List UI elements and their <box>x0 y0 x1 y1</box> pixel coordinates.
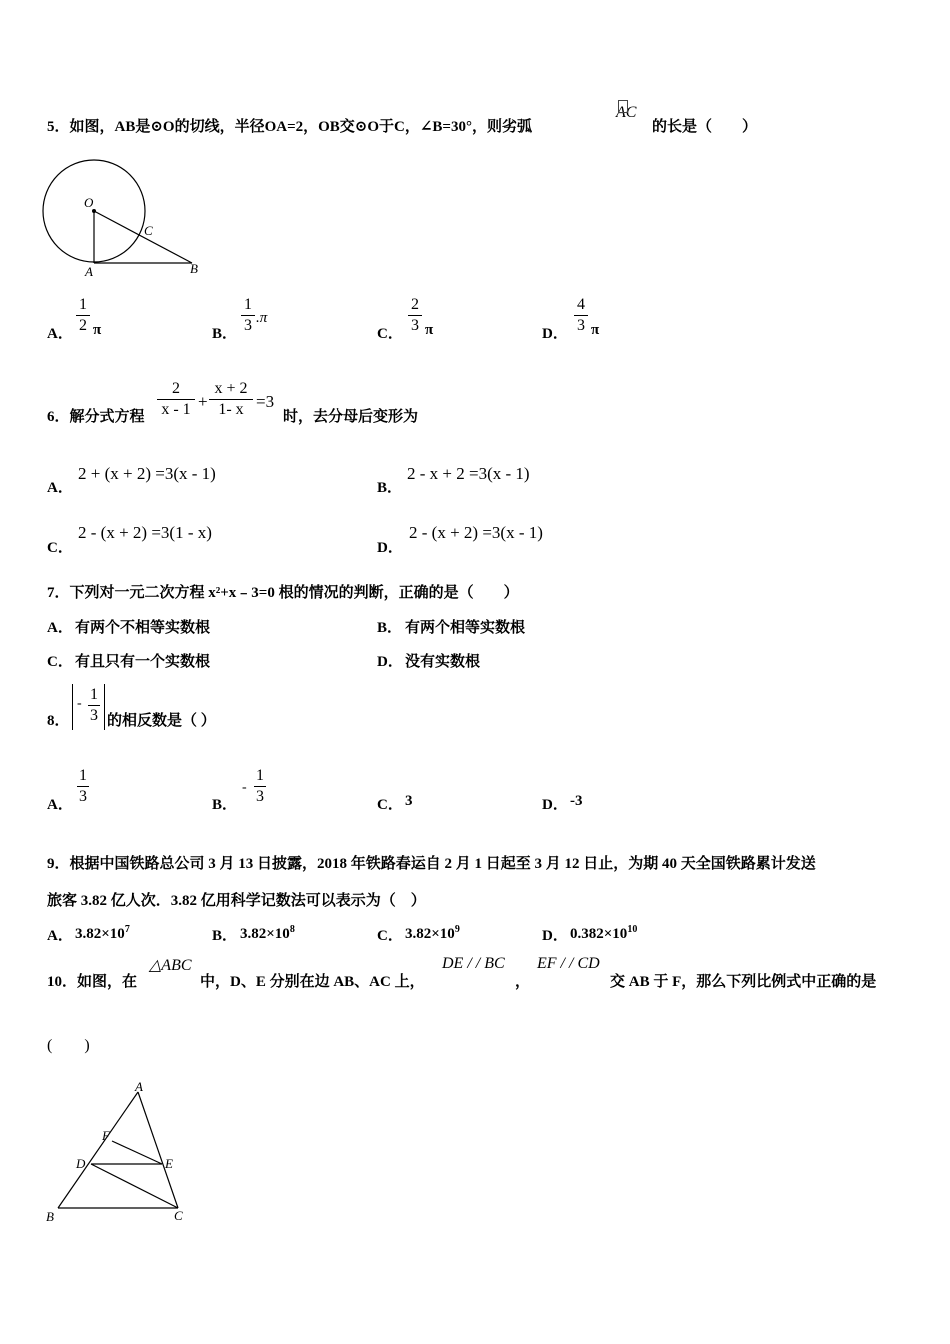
option-label: B． <box>212 797 238 813</box>
option-label: C． <box>47 540 73 556</box>
pi-symbol: .π <box>256 310 268 326</box>
q5-stem: 5．如图，AB是⊙O的切线，半径OA=2，OB交⊙O于C，∠B=30°，则劣弧 <box>47 119 532 135</box>
minus-sign: - <box>77 696 82 711</box>
q10-stem-mid: 中，D、E 分别在边 AB、AC 上， <box>200 974 425 990</box>
option-expression: 2 - (x + 2) =3(x - 1) <box>409 523 543 542</box>
label-b: B <box>190 261 198 276</box>
option-text: 有两个相等实数根 <box>405 620 526 636</box>
label-a: A <box>135 1080 143 1094</box>
option-value: $0.382\times 10^{10}$ <box>570 924 638 942</box>
option-label: D． <box>377 654 403 670</box>
label-b: B <box>46 1209 54 1224</box>
q10-stem: 10．如图，在 <box>47 974 138 990</box>
label-a: A <box>85 264 93 279</box>
fraction: 1 3 <box>241 296 255 335</box>
segment-ef <box>112 1141 162 1164</box>
option-value: $3.82\times 10^7$ <box>75 924 130 942</box>
label-o: O <box>84 195 94 210</box>
q10-parallel-1: DE / / BC <box>442 955 505 972</box>
pi-symbol: π <box>425 322 434 338</box>
q5-stem-tail: 的长是（ ） <box>652 119 758 135</box>
option-text: 有且只有一个实数根 <box>75 654 211 670</box>
label-c: C <box>144 223 153 238</box>
label-f: F <box>102 1128 110 1143</box>
option-label: D． <box>542 326 568 342</box>
q10-comma: ， <box>515 974 531 990</box>
label-c: C <box>174 1208 183 1223</box>
option-expression: 2 - (x + 2) =3(1 - x) <box>78 523 212 542</box>
option-label: C． <box>47 654 73 670</box>
option-label: C． <box>377 928 403 944</box>
fraction: 1 3 <box>79 767 87 805</box>
q10-answer-paren: ( ) <box>47 1037 90 1054</box>
option-text: 有两个不相等实数根 <box>75 620 211 636</box>
q8-stem-tail: 的相反数是（ ） <box>107 713 216 729</box>
option-text: -3 <box>570 793 583 809</box>
option-label: A． <box>47 326 73 342</box>
arc-symbol-icon <box>618 100 628 113</box>
pi-symbol: π <box>591 322 600 338</box>
fraction: 1 3 <box>90 686 98 724</box>
pi-symbol: π <box>93 322 102 338</box>
q6-equals: =3 <box>256 392 275 411</box>
q6-plus: + <box>198 392 208 411</box>
minus-sign: - <box>242 780 247 795</box>
option-label: A． <box>47 928 73 944</box>
option-expression: 2 - x + 2 =3(x - 1) <box>407 464 530 483</box>
q8-absolute-value <box>72 684 105 730</box>
q5-arc-label: AC <box>616 104 636 122</box>
q9-stem-line1: 9．根据中国铁路总公司 3 月 13 日披露，2018 年铁路春运自 2 月 1 日起至 3 月 12 日止，为期 40 天全国铁路累计发送 <box>47 856 816 872</box>
option-label: B． <box>377 480 403 496</box>
segment-ab <box>58 1092 138 1208</box>
fraction: 2 3 <box>408 296 422 335</box>
option-label: A． <box>47 480 73 496</box>
q10-figure <box>40 1080 200 1230</box>
option-text: 没有实数根 <box>405 654 481 670</box>
label-d: D <box>76 1156 86 1171</box>
q5-figure <box>40 155 215 280</box>
option-label: C． <box>377 326 403 342</box>
option-label: B． <box>377 620 403 636</box>
option-label: B． <box>212 326 238 342</box>
q7-stem: 7．下列对一元二次方程 x²+x﹣3=0 根的情况的判断，正确的是（ ） <box>47 585 519 601</box>
fraction: 4 3 <box>574 296 588 335</box>
q10-triangle: △ABC <box>149 957 192 974</box>
option-value: $3.82\times 10^8$ <box>240 924 295 942</box>
q6-stem: 6．解分式方程 <box>47 409 145 425</box>
option-value: $3.82\times 10^9$ <box>405 924 460 942</box>
q6-stem-tail: 时，去分母后变形为 <box>283 409 419 425</box>
option-text: 3 <box>405 793 413 809</box>
q10-stem-tail: 交 AB 于 F，那么下列比例式中正确的是 <box>610 974 877 990</box>
option-expression: 2 + (x + 2) =3(x - 1) <box>78 464 216 483</box>
q9-stem-line2: 旅客 3.82 亿人次．3.82 亿用科学记数法可以表示为（ ） <box>47 893 426 909</box>
q10-parallel-2: EF / / CD <box>537 955 600 972</box>
option-label: A． <box>47 620 73 636</box>
option-label: D． <box>542 797 568 813</box>
option-label: D． <box>542 928 568 944</box>
q6-fraction-1: 2 x - 1 <box>157 380 195 419</box>
option-label: C． <box>377 797 403 813</box>
q6-fraction-2: x + 2 1- x <box>209 380 253 419</box>
segment-ob <box>94 211 192 263</box>
option-label: A． <box>47 797 73 813</box>
q8-number: 8． <box>47 713 70 729</box>
option-label: B． <box>212 928 238 944</box>
label-e: E <box>165 1156 173 1171</box>
fraction: 1 2 <box>76 296 90 335</box>
option-label: D． <box>377 540 403 556</box>
fraction: 1 3 <box>256 767 264 805</box>
